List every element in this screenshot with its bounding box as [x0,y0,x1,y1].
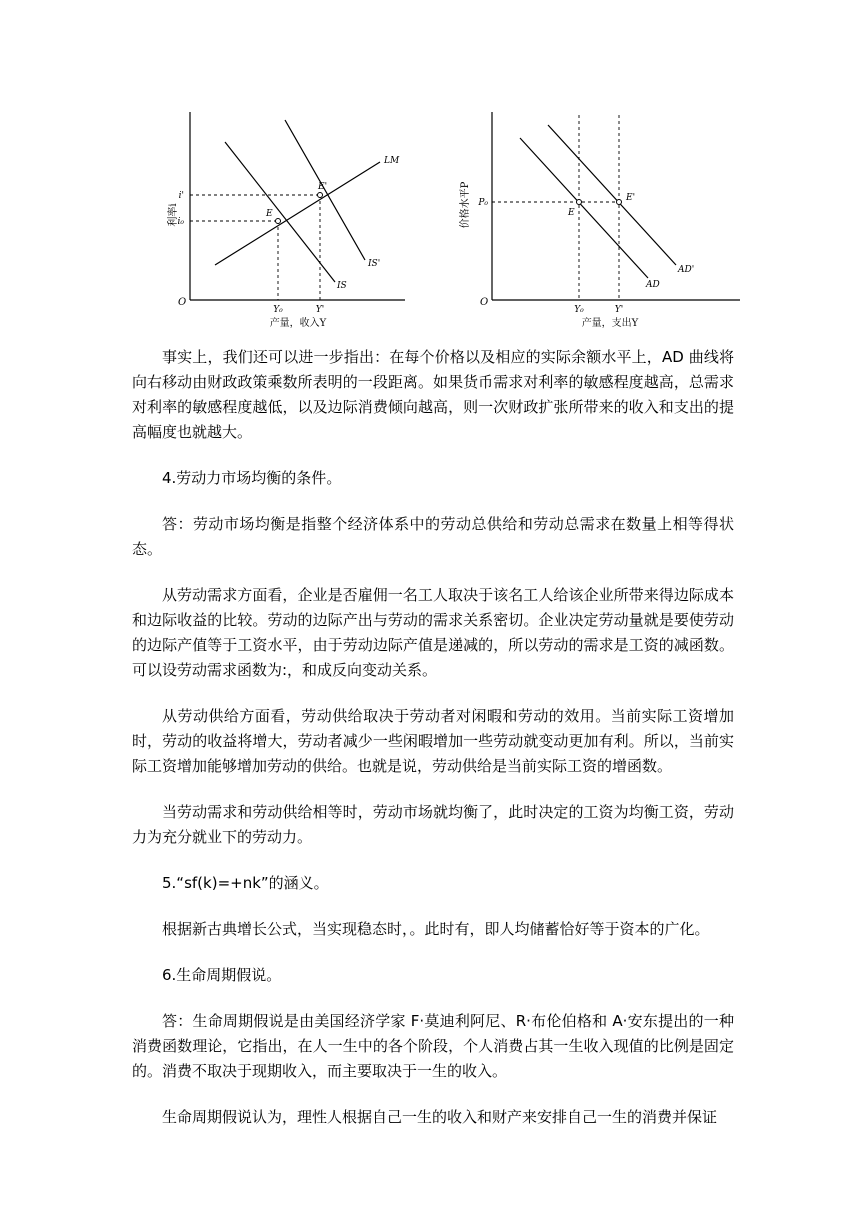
origin-label: O [178,297,187,308]
point-e-marker [577,200,582,205]
paragraph-steady-state: 根据新古典增长公式，当实现稳态时，。此时有，即人均储蓄恰好等于资本的广化。 [162,920,710,938]
point-e-label: E [266,209,273,219]
ad-curve [520,138,648,278]
paragraph-life-cycle-detail: 生命周期假说认为，理性人根据自己一生的收入和财产来安排自己一生的消费并保证 [162,1108,718,1126]
ad-label: AD [646,280,660,290]
paragraph-labor-answer: 答：劳动市场均衡是指整个经济体系中的劳动总供给和劳动总需求在数量上相等得状态。 [132,515,734,558]
ad-prime-curve [548,125,676,265]
point-e-label: E [568,208,575,218]
heading-life-cycle: 6.生命周期假说。 [162,966,282,984]
paragraph-life-cycle-answer: 答：生命周期假说是由美国经济学家 F·莫迪利阿尼、R·布伦伯格和 A·安东提出的一种消费函数理论，它指出，在人一生中的各个阶段，个人消费占其一生收入现值的比例是固定的。消费不取决于现期收入，而主要取决于一生的收入。 [132,1012,734,1080]
point-e-prime-marker [617,200,622,205]
tick-y0: Y₀ [273,305,283,315]
is-lm-figure [160,100,460,335]
ad-prime-label: AD' [678,265,695,275]
y-axis-label: 价格水平P [460,181,471,229]
tick-i-prime: i' [178,191,184,201]
tick-y0: Y₀ [574,305,584,315]
paragraph-labor-equilibrium: 当劳动需求和劳动供给相等时，劳动市场就均衡了，此时决定的工资为均衡工资，劳动力为充分就业下的劳动力。 [132,803,734,846]
heading-steady-state: 5.“sf(k)=+nk”的涵义。 [162,874,329,892]
x-axis-label: 产量，支出Y [581,318,639,329]
point-e-marker [276,219,281,224]
is-label: IS [337,281,347,291]
tick-y-prime: Y' [614,305,624,315]
tick-y-prime: Y' [315,305,325,315]
lm-curve [215,162,380,265]
paragraph-labor-demand: 从劳动需求方面看，企业是否雇佣一名工人取决于该名工人给该企业所带来得边际成本和边际收益的比较。劳动的边际产出与劳动的需求关系密切。企业决定劳动量就是要使劳动的边际产值等于工资水平，由于劳动边际产值是递减的，所以劳动的需求是工资的减函数。可以设劳动需求函数为:，和成反向变动关系。 [132,586,734,679]
document-body [132,345,734,1151]
heading-labor-market: 4.劳动力市场均衡的条件。 [162,469,342,487]
origin-label: O [480,297,489,308]
tick-p0: P₀ [478,198,488,208]
paragraph-ad-shift: 事实上，我们还可以进一步指出：在每个价格以及相应的实际余额水平上，AD 曲线将向右移动由财政政策乘数所表明的一段距离。如果货币需求对利率的敏感程度越高，总需求对利率的敏感程度越低，以及边际消费倾向越高，则一次财政扩张所带来的收入和支出的提高幅度也就越大。 [132,348,734,441]
is-curve [225,142,335,282]
tick-i0: i₀ [177,217,184,227]
y-axis-label: 利率i [168,203,179,227]
ad-shift-figure [450,100,750,335]
figures-area [160,100,750,335]
paragraph-labor-supply: 从劳动供给方面看，劳动供给取决于劳动者对闲暇和劳动的效用。当前实际工资增加时，劳动的收益将增大，劳动者减少一些闲暇增加一些劳动就变动更加有利。所以，当前实际工资增加能够增加劳动的供给。也就是说，劳动供给是当前实际工资的增函数。 [132,707,734,775]
is-prime-label: IS' [368,259,381,269]
point-e-prime-marker [318,193,323,198]
point-e-prime-label: E' [318,182,328,192]
x-axis-label: 产量，收入Y [269,318,327,329]
lm-label: LM [384,156,400,166]
point-e-prime-label: E' [626,193,636,203]
